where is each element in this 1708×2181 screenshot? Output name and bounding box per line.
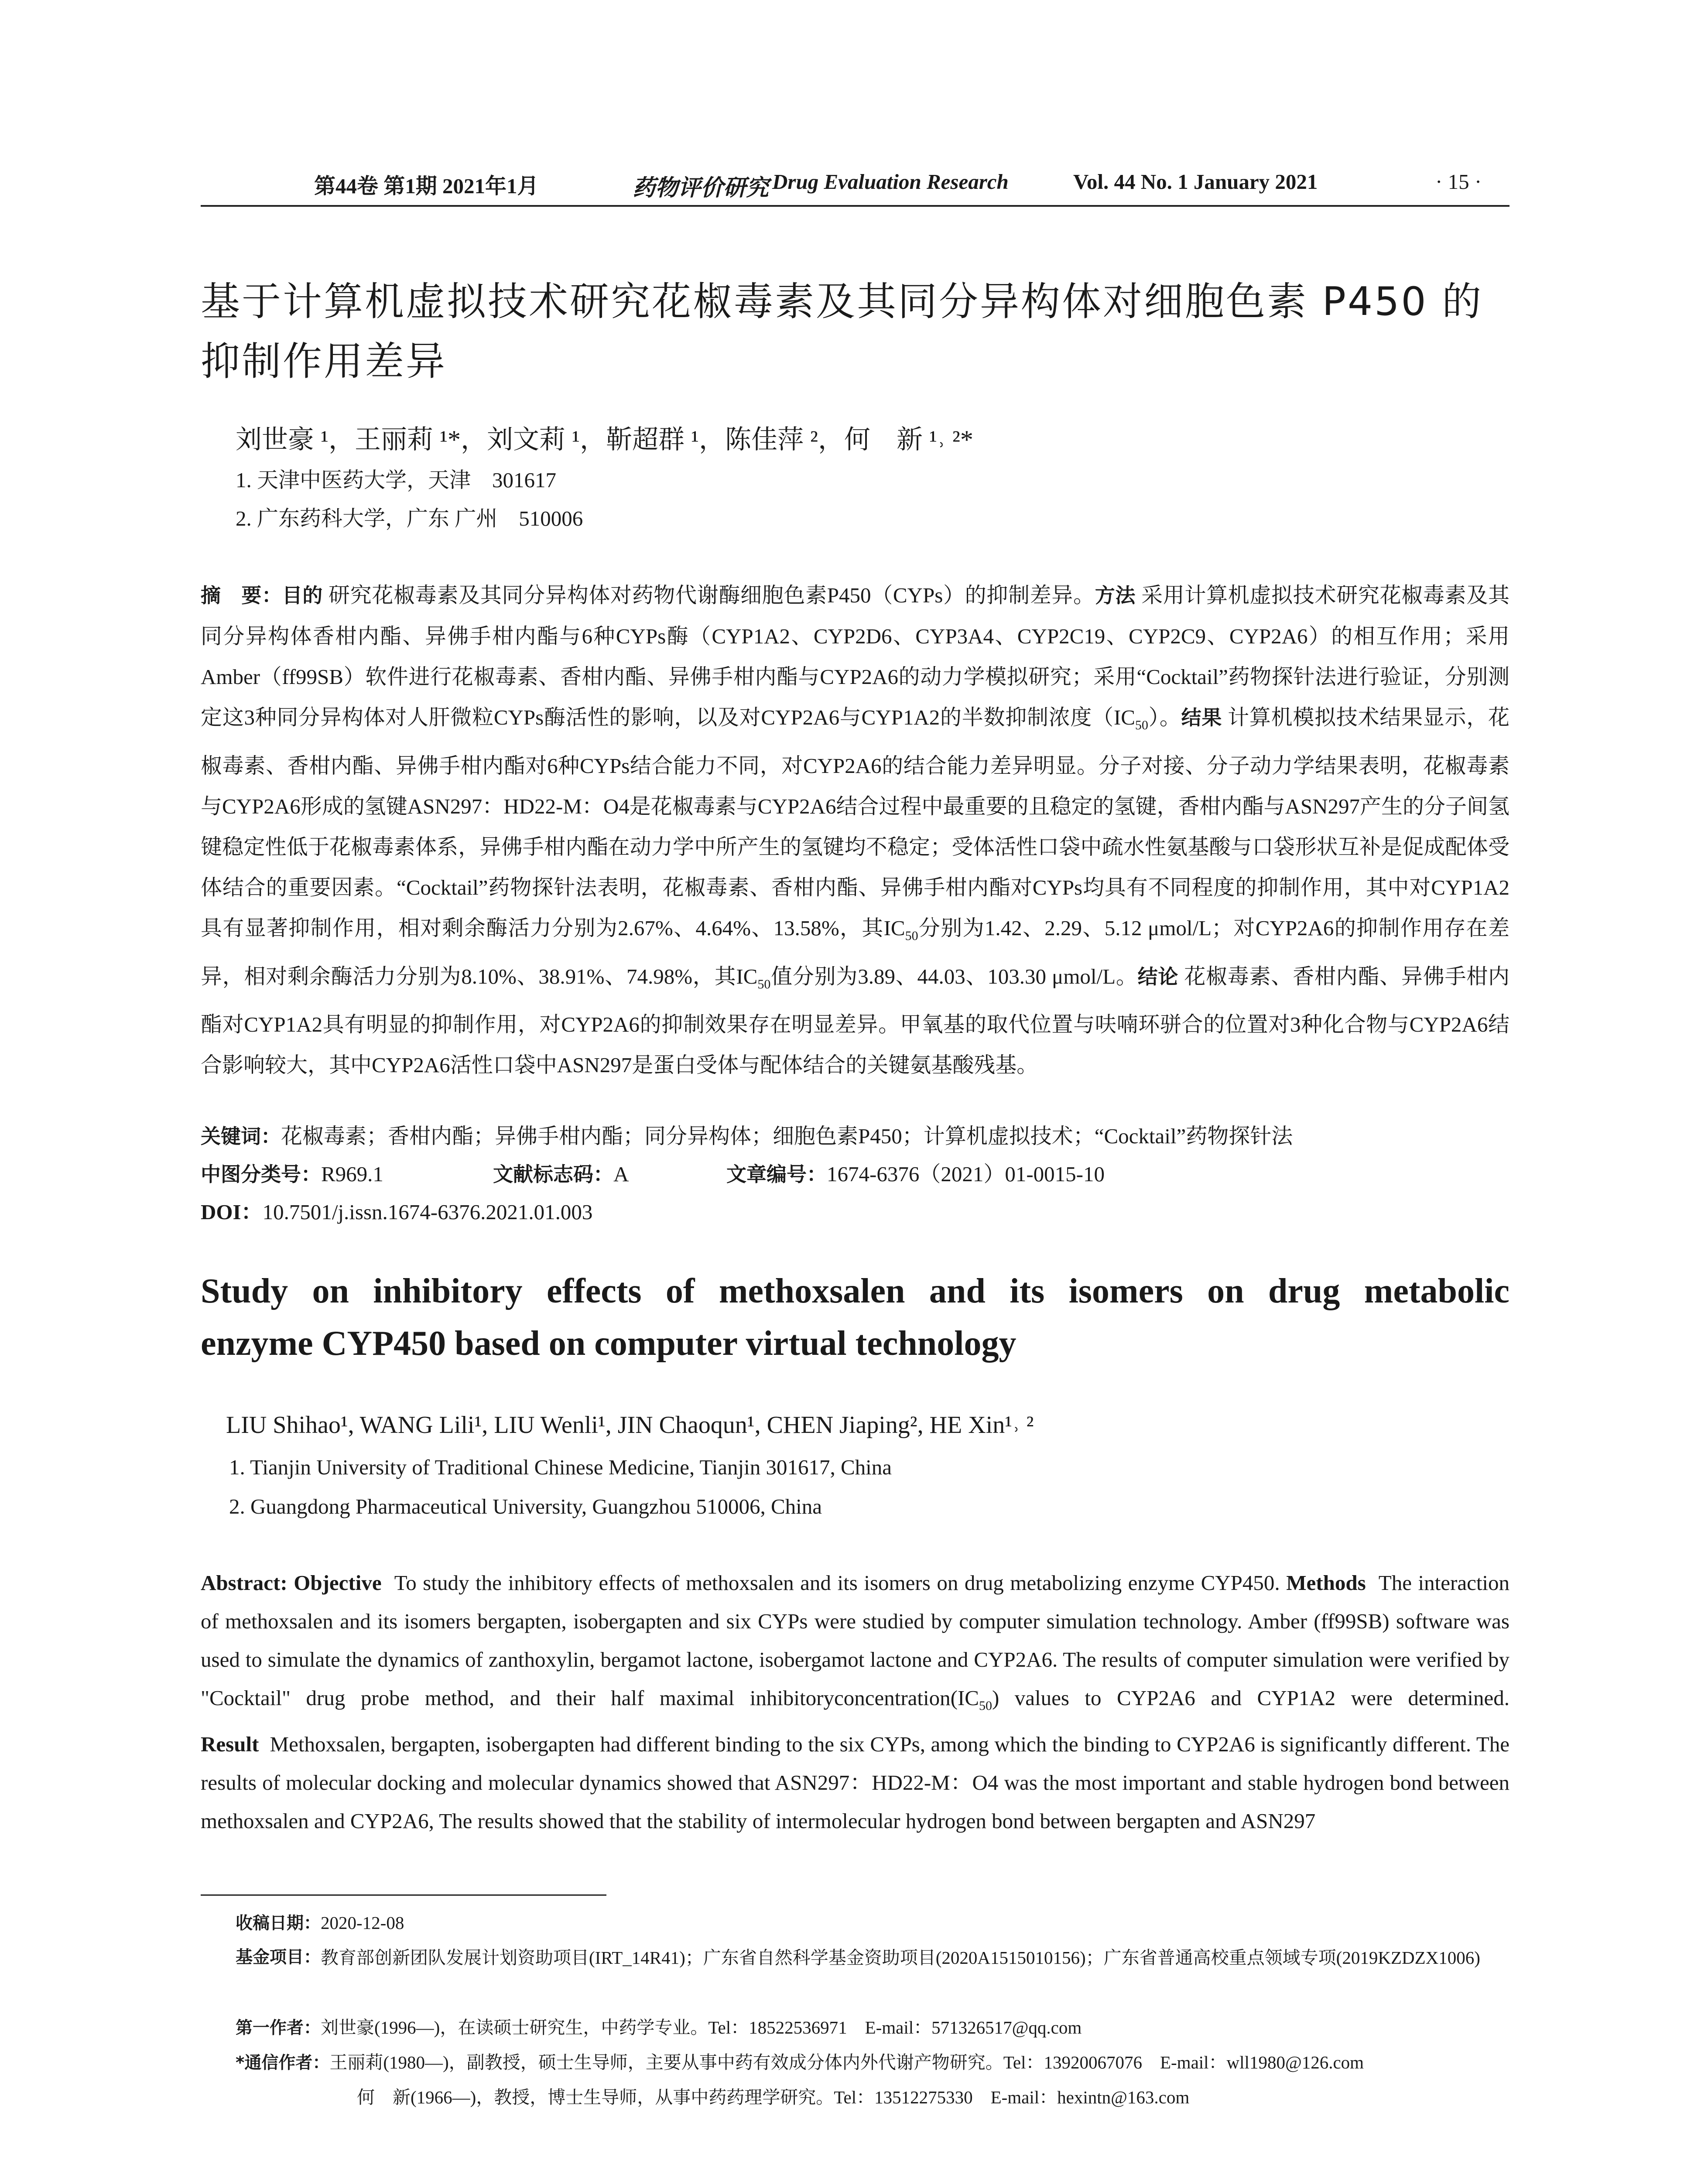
fund-text: 教育部创新团队发展计划资助项目(IRT_14R41)；广东省自然科学基金资助项目(2020A1515010156)；广东省普通高校重点领域专项(2019KZDZX1006)	[321, 1948, 1480, 1968]
title-cn-line1: 基于计算机虚拟技术研究花椒毒素及其同分异构体对细胞色素 P450 的	[201, 279, 1483, 325]
methods-cn-label: 方法	[1095, 584, 1136, 607]
keywords-cn-text: 花椒毒素；香柑内酯；异佛手柑内酯；同分异构体；细胞色素P450；计算机虚拟技术；“Cocktail”药物探针法	[281, 1124, 1293, 1148]
title-en-line1: Study on inhibitory effects of methoxsalen and its isomers on drug metabolic	[201, 1272, 1509, 1310]
doi-line	[201, 1192, 592, 1232]
doc-code-label: 文献标志码：	[493, 1162, 613, 1186]
methods-cn-subscript: 50	[1135, 718, 1148, 732]
doi-value: 10.7501/j.issn.1674-6376.2021.01.003	[262, 1200, 593, 1224]
methods-en-label: Methods	[1286, 1571, 1366, 1595]
header-volume-cn: 第44卷 第1期 2021年1月	[314, 174, 539, 198]
footnote-corresponding	[236, 2045, 1509, 2081]
methods-en-text: The interaction of methoxsalen and its isomers bergapten, isobergapten and six CYPs were studied by computer simulation technology. Amber (ff99SB) software was used to simulate the dynamics of zanthoxylin, bergamot lactone, isobergamot lactone and CYP2A6. The results of computer simulation were verified by "Cocktail" drug probe method, and their half maximal inhibitoryconcentration(IC	[201, 1571, 1510, 1710]
fund-label: 基金项目：	[236, 1948, 321, 1967]
footnote-first-author	[236, 2010, 1509, 2046]
objective-en-label: Objective	[294, 1571, 382, 1595]
keywords-cn	[201, 1116, 1509, 1157]
footnote-rule	[201, 1894, 606, 1896]
article-no-value: 1674-6376（2021）01-0015-10	[827, 1162, 1105, 1186]
title-cn-line2: 抑制作用差异	[201, 338, 447, 384]
first-author-label: 第一作者：	[236, 2018, 321, 2038]
affiliation-en-1: 1. Tianjin University of Traditional Chinese Medicine, Tianjin 301617, China	[229, 1455, 892, 1479]
title-en-line2: enzyme CYP450 based on computer virtual technology	[201, 1324, 1017, 1363]
abstract-en	[201, 1564, 1509, 1840]
running-header	[201, 169, 1509, 204]
affiliation-cn-2: 2. 广东药科大学，广东 广州 510006	[236, 506, 583, 530]
doi-label: DOI：	[201, 1200, 263, 1224]
corresponding-author-2: 何 新(1966—)，教授，博士生导师，从事中药药理学研究。Tel：13512275330 E-mail：hexintn@163.com	[357, 2087, 1190, 2107]
conclusion-cn-label: 结论	[1137, 964, 1179, 988]
clc-value: R969.1	[321, 1162, 383, 1186]
result-cn-subscript-1: 50	[905, 928, 918, 943]
article-no-label: 文章编号：	[726, 1162, 827, 1186]
abstract-cn-label: 摘 要：	[201, 584, 282, 607]
methods-cn-end: ）。	[1148, 705, 1181, 729]
header-journal-cn: 药物评价研究	[633, 176, 769, 201]
result-cn-label: 结果	[1181, 706, 1222, 729]
methods-cn-text: 采用计算机虚拟技术研究花椒毒素及其同分异构体香柑内酯、异佛手柑内酯与6种CYPs酶（CYP1A2、CYP2D6、CYP3A4、CYP2C19、CYP2C9、CYP2A6）的相互作用；采用Amber（ff99SB）软件进行花椒毒素、香柑内酯、异佛手柑内酯与CYP2A6的动力学模拟研究；采用“Cocktail”药物探针法进行验证，分别测定这3种同分异构体对人肝微粒CYPs酶活性的影响，以及对CYP2A6与CYP1A2的半数抑制浓度（IC	[201, 583, 1509, 729]
received-label: 收稿日期：	[236, 1914, 321, 1933]
footnote-received	[236, 1905, 1509, 1941]
corresponding-label: *通信作者：	[236, 2053, 330, 2073]
header-rule	[201, 205, 1509, 207]
footnote-fund	[236, 1940, 1509, 1975]
result-cn-subscript-2: 50	[757, 977, 771, 991]
objective-cn-text: 研究花椒毒素及其同分异构体对药物代谢酶细胞色素P450（CYPs）的抑制差异。	[329, 583, 1095, 607]
result-en-text: Methoxsalen, bergapten, isobergapten had different binding to the six CYPs, among which the binding to CYP2A6 is significantly different. The results of molecular docking and molecular dynamics showed that ASN297：HD22-M：O4 was the most important and stable hydrogen bond between methoxsalen and CYP2A6, The results showed that the stability of intermolecular hydrogen bond between bergapten and ASN297	[201, 1732, 1510, 1833]
methods-en-subscript: 50	[979, 1698, 992, 1713]
objective-cn-label: 目的	[282, 584, 323, 607]
affiliation-en-2: 2. Guangdong Pharmaceutical University, Guangzhou 510006, China	[229, 1494, 822, 1518]
methods-en-end: ) values to CYP2A6 and CYP1A2 were determined.	[992, 1686, 1509, 1710]
clc-label: 中图分类号：	[201, 1162, 321, 1186]
received-date: 2020-12-08	[321, 1913, 404, 1933]
classification-line	[201, 1154, 1509, 1195]
abstract-en-label: Abstract:	[201, 1571, 288, 1595]
result-en-label: Result	[201, 1732, 259, 1756]
header-journal-en: Drug Evaluation Research	[772, 170, 1009, 194]
result-cn-end: 值分别为3.89、44.03、103.30 μmol/L。	[770, 964, 1138, 988]
authors-en: LIU Shihao¹, WANG Lili¹, LIU Wenli¹, JIN Chaoqun¹, CHEN Jiaping², HE Xin¹˒ ²	[226, 1412, 1034, 1439]
result-cn-text: 计算机模拟技术结果显示，花椒毒素、香柑内酯、异佛手柑内酯对6种CYPs结合能力不同，对CYP2A6的结合能力差异明显。分子对接、分子动力学结果表明，花椒毒素与CYP2A6形成的氢键ASN297：HD22-M：O4是花椒毒素与CYP2A6结合过程中最重要的且稳定的氢键，香柑内酯与ASN297产生的分子间氢键稳定性低于花椒毒素体系，异佛手柑内酯在动力学中所产生的氢键均不稳定；受体活性口袋中疏水性氨基酸与口袋形状互补是促成配体受体结合的重要因素。“Cocktail”药物探针法表明，花椒毒素、香柑内酯、异佛手柑内酯对CYPs均具有不同程度的抑制作用，其中对CYP1A2具有显著抑制作用，相对剩余酶活力分别为2.67%、4.64%、13.58%，其IC	[201, 705, 1510, 940]
header-volume-en: Vol. 44 No. 1 January 2021	[1073, 170, 1318, 194]
doc-code-value: A	[613, 1162, 629, 1186]
conclusion-cn-text: 花椒毒素、香柑内酯、异佛手柑内酯对CYP1A2具有明显的抑制作用，对CYP2A6的抑制效果存在明显差异。甲氧基的取代位置与呋喃环骈合的位置对3种化合物与CYP2A6结合影响较大，其中CYP2A6活性口袋中ASN297是蛋白受体与配体结合的关键氨基酸残基。	[201, 964, 1510, 1077]
result-cn-mid: 分别为1.42、2.29、5.12 μmol/L；对CYP2A6的抑制作用存在差异，相对剩余酶活力分别为8.10%、38.91%、74.98%，其IC	[201, 916, 1510, 988]
keywords-cn-label: 关键词：	[201, 1125, 281, 1148]
affiliation-cn-1: 1. 天津中医药大学，天津 301617	[236, 468, 557, 492]
objective-en-text: To study the inhibitory effects of methoxsalen and its isomers on drug metabolizing enzyme CYP450.	[394, 1571, 1280, 1595]
first-author-text: 刘世豪(1996—)，在读硕士研究生，中药学专业。Tel：18522536971 E-mail：571326517@qq.com	[321, 2017, 1082, 2037]
abstract-cn	[201, 575, 1509, 1085]
header-page-number: · 15 ·	[1435, 170, 1482, 194]
authors-cn: 刘世豪 ¹，王丽莉 ¹*，刘文莉 ¹，靳超群 ¹，陈佳萍 ²，何 新 ¹˒ ²*	[236, 425, 973, 454]
corresponding-author-1: 王丽莉(1980—)，副教授，硕士生导师，主要从事中药有效成分体内外代谢产物研究。Tel：13920067076 E-mail：wll1980@126.com	[329, 2052, 1364, 2072]
